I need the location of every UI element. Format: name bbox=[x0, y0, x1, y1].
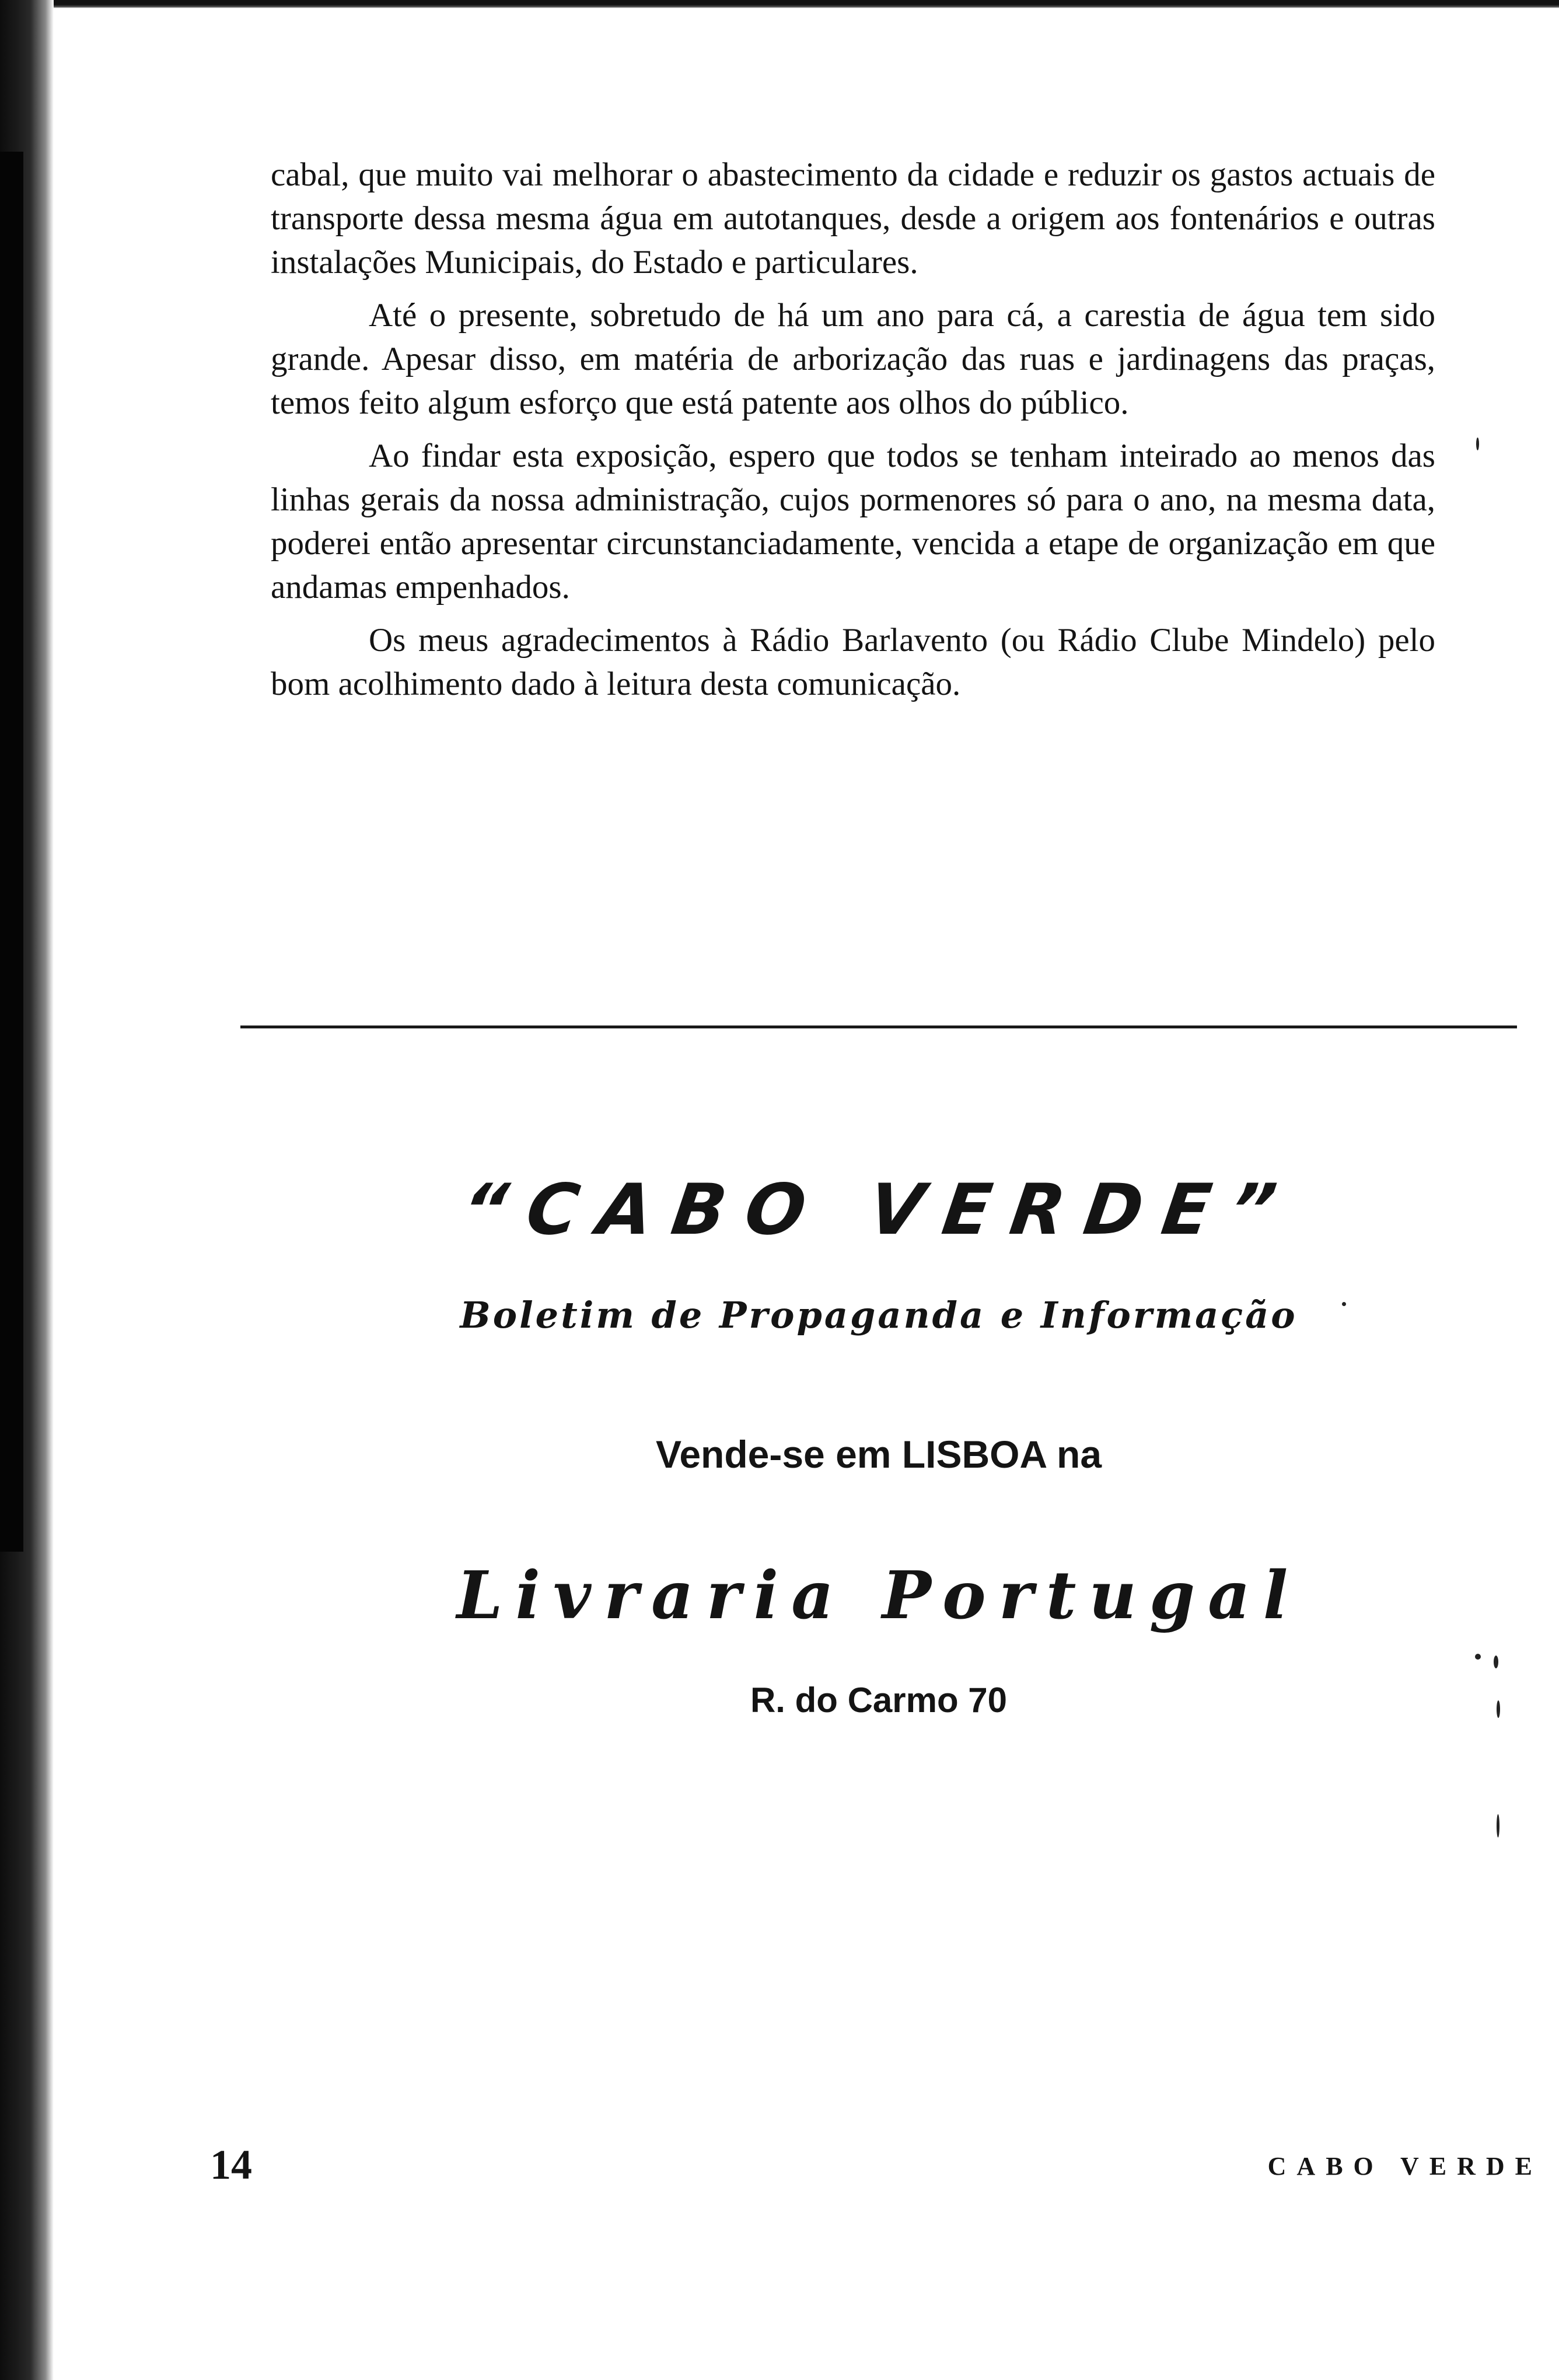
running-head: CABO VERDE bbox=[1267, 2152, 1543, 2180]
scan-speck bbox=[1475, 1654, 1481, 1660]
scan-speck bbox=[1497, 1700, 1500, 1718]
section-divider bbox=[240, 1026, 1517, 1028]
article-paragraph: cabal, que muito vai melhorar o abastecimento da cidade e reduzir os gastos actuais de transporte dessa mesma água em autotanques, desde a origem aos fontenários e outras instalações Municipais, do Estado e particulares. bbox=[271, 156, 1435, 281]
article-body bbox=[271, 153, 1435, 715]
ad-address: R. do Carmo 70 bbox=[750, 1681, 1008, 1720]
article-paragraph: Ao findar esta exposição, espero que todos se tenham inteirado ao menos das linhas gerais da nossa administração, cujos pormenores só para o ano, na mesma data, poderei então apresentar circunstanciadamente, vencida a etape de organização em que andamas empenhados. bbox=[271, 438, 1435, 606]
scan-speck bbox=[1494, 1656, 1498, 1668]
ad-shop-name: Livraria Portugal bbox=[456, 1558, 1301, 1634]
scan-speck bbox=[1342, 1302, 1346, 1306]
article-paragraph: Até o presente, sobretudo de há um ano para cá, a carestia de água tem sido grande. Apesar disso, em matéria de arborização das ruas e jardinagens das praças, temos feito algum esforço que está patente aos olhos do público. bbox=[271, 297, 1435, 421]
scan-speck bbox=[1497, 1814, 1499, 1838]
scan-edge-top bbox=[0, 0, 1559, 8]
ad-subtitle: Boletim de Propaganda e Informação bbox=[460, 1294, 1298, 1336]
scan-binding-shadow bbox=[0, 152, 23, 1552]
ad-title: “CABO VERDE” bbox=[456, 1170, 1301, 1251]
ad-sell-line: Vende-se em LISBOA na bbox=[655, 1433, 1102, 1476]
page-number: 14 bbox=[210, 2141, 252, 2188]
scan-speck bbox=[1476, 438, 1479, 450]
article-paragraph: Os meus agradecimentos à Rádio Barlavento (ou Rádio Clube Mindelo) pelo bom acolhimento dado à leitura desta comunicação. bbox=[271, 622, 1435, 702]
